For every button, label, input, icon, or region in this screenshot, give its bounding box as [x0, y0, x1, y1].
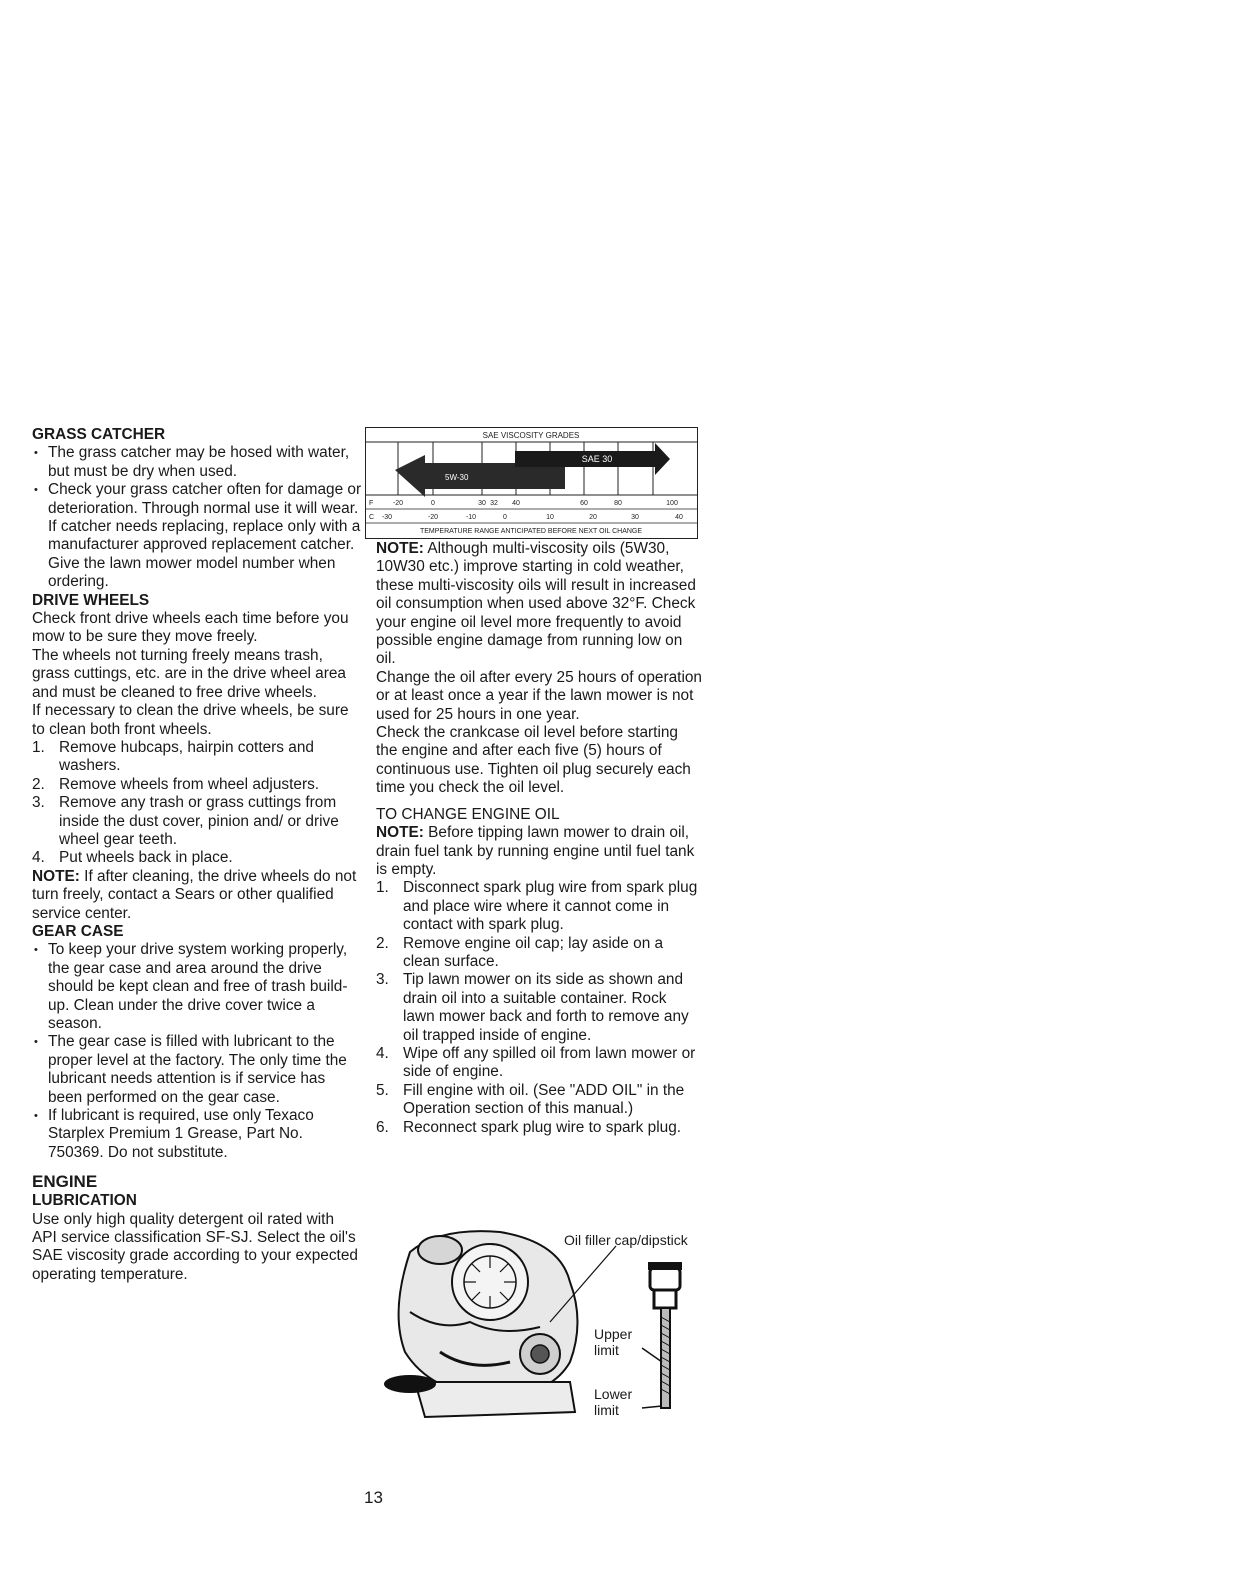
bar-5w30-label: 5W-30: [445, 473, 469, 482]
engine-illustration: [380, 1222, 710, 1422]
gear-case-list: [32, 941, 362, 1162]
note-label: NOTE:: [376, 540, 424, 557]
lower-limit-label-line1: Lower: [594, 1386, 633, 1402]
list-item: [376, 1119, 702, 1137]
list-item: [376, 971, 702, 1045]
f-tick: 0: [431, 500, 435, 507]
oil-check-para: Check the crankcase oil level before starting the engine and after each five (5) hours of continuous use. Tighten oil plug securely each time you check the oil level.: [376, 724, 691, 797]
f-tick: 60: [580, 500, 588, 507]
c-tick: 40: [675, 514, 683, 521]
f-tick: 40: [512, 500, 520, 507]
right-column: [376, 540, 702, 1137]
gear-case-heading: GEAR CASE: [32, 922, 124, 940]
list-item: [32, 776, 362, 794]
f-tick: 32: [490, 500, 498, 507]
step-text: Put wheels back in place.: [59, 849, 233, 867]
viscosity-chart: [365, 427, 698, 539]
note-label: NOTE:: [32, 867, 80, 885]
note-text: If after cleaning, the drive wheels do not turn freely, contact a Sears or other qualified service center.: [32, 867, 357, 922]
step-text: Remove engine oil cap; lay aside on a clean surface.: [403, 934, 664, 970]
chart-caption: TEMPERATURE RANGE ANTICIPATED BEFORE NEXT OIL CHANGE: [419, 528, 643, 535]
list-item: [376, 1082, 702, 1119]
step-number: 1.: [376, 879, 389, 897]
step-number: 5.: [376, 1081, 389, 1099]
list-item: [32, 739, 362, 776]
step-text: Reconnect spark plug wire to spark plug.: [403, 1118, 682, 1136]
step-number: 2.: [376, 934, 389, 952]
step-number: 3.: [32, 794, 45, 812]
list-item: • The grass catcher may be hosed with water, but must be dry when used.: [32, 444, 362, 481]
list-item: [32, 794, 362, 849]
drive-wheels-para-1: Check front drive wheels each time before you mow to be sure they move freely.: [32, 610, 349, 646]
grass-catcher-list: [32, 444, 362, 591]
left-column: [32, 426, 362, 1284]
c-tick: 0: [503, 514, 507, 521]
list-item: • Check your grass catcher often for damage or deterioration. Through normal use it will wear. If catcher needs replacing, replace only with a manufacturer approved replacement catcher. Give the lawn mower model number when ordering.: [32, 481, 362, 591]
f-axis-label: F: [369, 500, 374, 507]
step-text: Wipe off any spilled oil from lawn mower or side of engine.: [403, 1044, 696, 1081]
drive-wheels-para-3: If necessary to clean the drive wheels, be sure to clean both front wheels.: [32, 702, 349, 738]
upper-limit-label-line1: Upper: [594, 1326, 633, 1342]
note-text: Although multi-viscosity oils (5W30, 10W30 etc.) improve starting in cold weather, these multi-viscosity oils will result in increased oil consumption when used above 32°F. Check your engine oil level more frequently to avoid possible engine damage from running low on oil.: [376, 540, 696, 668]
step-text: Fill engine with oil. (See "ADD OIL" in the Operation section of this manual.): [403, 1081, 685, 1118]
c-tick: -10: [465, 514, 477, 521]
lubrication-text: Use only high quality detergent oil rated with API service classification SF-SJ. Select the oil's SAE viscosity grade according to your expected operating temperature.: [32, 1210, 358, 1283]
f-tick: -20: [392, 500, 404, 507]
step-number: 3.: [376, 971, 389, 989]
c-tick: 20: [589, 514, 597, 521]
oil-change-para: Change the oil after every 25 hours of operation or at least once a year if the lawn mower is not used for 25 hours in one year.: [376, 668, 702, 723]
step-number: 4.: [32, 849, 45, 867]
lubrication-heading: LUBRICATION: [32, 1192, 137, 1210]
oil-filler-label: Oil filler cap/dipstick: [564, 1232, 688, 1248]
drive-wheels-note: [32, 868, 362, 923]
list-item: • To keep your drive system working properly, the gear case and area around the drive should be kept clean and free of trash build-up. Clean under the drive cover twice a season.: [32, 941, 362, 1033]
f-tick: 30: [478, 500, 486, 507]
change-oil-heading: TO CHANGE ENGINE OIL: [376, 805, 560, 823]
oil-note: [376, 540, 702, 669]
c-tick: 30: [631, 514, 639, 521]
list-item: • The gear case is filled with lubricant to the proper level at the factory. The only time the lubricant needs attention is if service has been performed on the gear case.: [32, 1033, 362, 1107]
f-tick: 80: [614, 500, 622, 507]
step-text: Remove hubcaps, hairpin cotters and washers.: [59, 738, 314, 775]
step-number: 4.: [376, 1044, 389, 1062]
list-item: [376, 879, 702, 934]
lower-limit-label-line2: limit: [594, 1402, 619, 1418]
grass-catcher-heading: GRASS CATCHER: [32, 426, 166, 443]
step-text: Disconnect spark plug wire from spark plug and place wire where it cannot come in contact with spark plug.: [403, 879, 698, 934]
step-text: Tip lawn mower on its side as shown and drain oil into a suitable container. Rock lawn mower back and forth to remove any oil trapped inside of engine.: [403, 971, 689, 1044]
note-label: NOTE:: [376, 824, 424, 842]
c-tick: -30: [381, 514, 393, 521]
c-tick: -20: [427, 514, 439, 521]
change-oil-steps: [376, 879, 702, 1137]
step-text: Remove any trash or grass cuttings from inside the dust cover, pinion and/ or drive wheel gear teeth.: [59, 794, 339, 848]
tipping-note: [376, 824, 702, 879]
drive-wheels-steps: [32, 739, 362, 868]
list-item: [376, 1045, 702, 1082]
step-number: 6.: [376, 1118, 389, 1136]
step-number: 1.: [32, 738, 45, 756]
f-tick: 100: [666, 500, 678, 507]
c-tick: 10: [546, 514, 554, 521]
step-number: 2.: [32, 775, 45, 793]
note-text: Before tipping lawn mower to drain oil, drain fuel tank by running engine until fuel tank is empty.: [376, 824, 695, 878]
list-item: • If lubricant is required, use only Texaco Starplex Premium 1 Grease, Part No. 750369. Do not substitute.: [32, 1107, 362, 1162]
list-item: [32, 849, 362, 867]
step-text: Remove wheels from wheel adjusters.: [59, 775, 320, 793]
list-item: [376, 935, 702, 972]
engine-dipstick-figure: [380, 1222, 710, 1422]
upper-limit-label-line2: limit: [594, 1342, 619, 1358]
c-ticks: [382, 514, 683, 521]
engine-heading: ENGINE: [32, 1172, 98, 1192]
drive-wheels-para-2: The wheels not turning freely means trash, grass cuttings, etc. are in the drive wheel area and must be cleaned to free drive wheels.: [32, 646, 346, 701]
bar-sae30-label: SAE 30: [581, 454, 613, 464]
c-axis-label: C: [369, 514, 375, 521]
drive-wheels-heading: DRIVE WHEELS: [32, 591, 150, 609]
chart-title: SAE VISCOSITY GRADES: [482, 431, 580, 440]
f-ticks: [393, 500, 678, 507]
page-number: 13: [364, 1488, 383, 1507]
